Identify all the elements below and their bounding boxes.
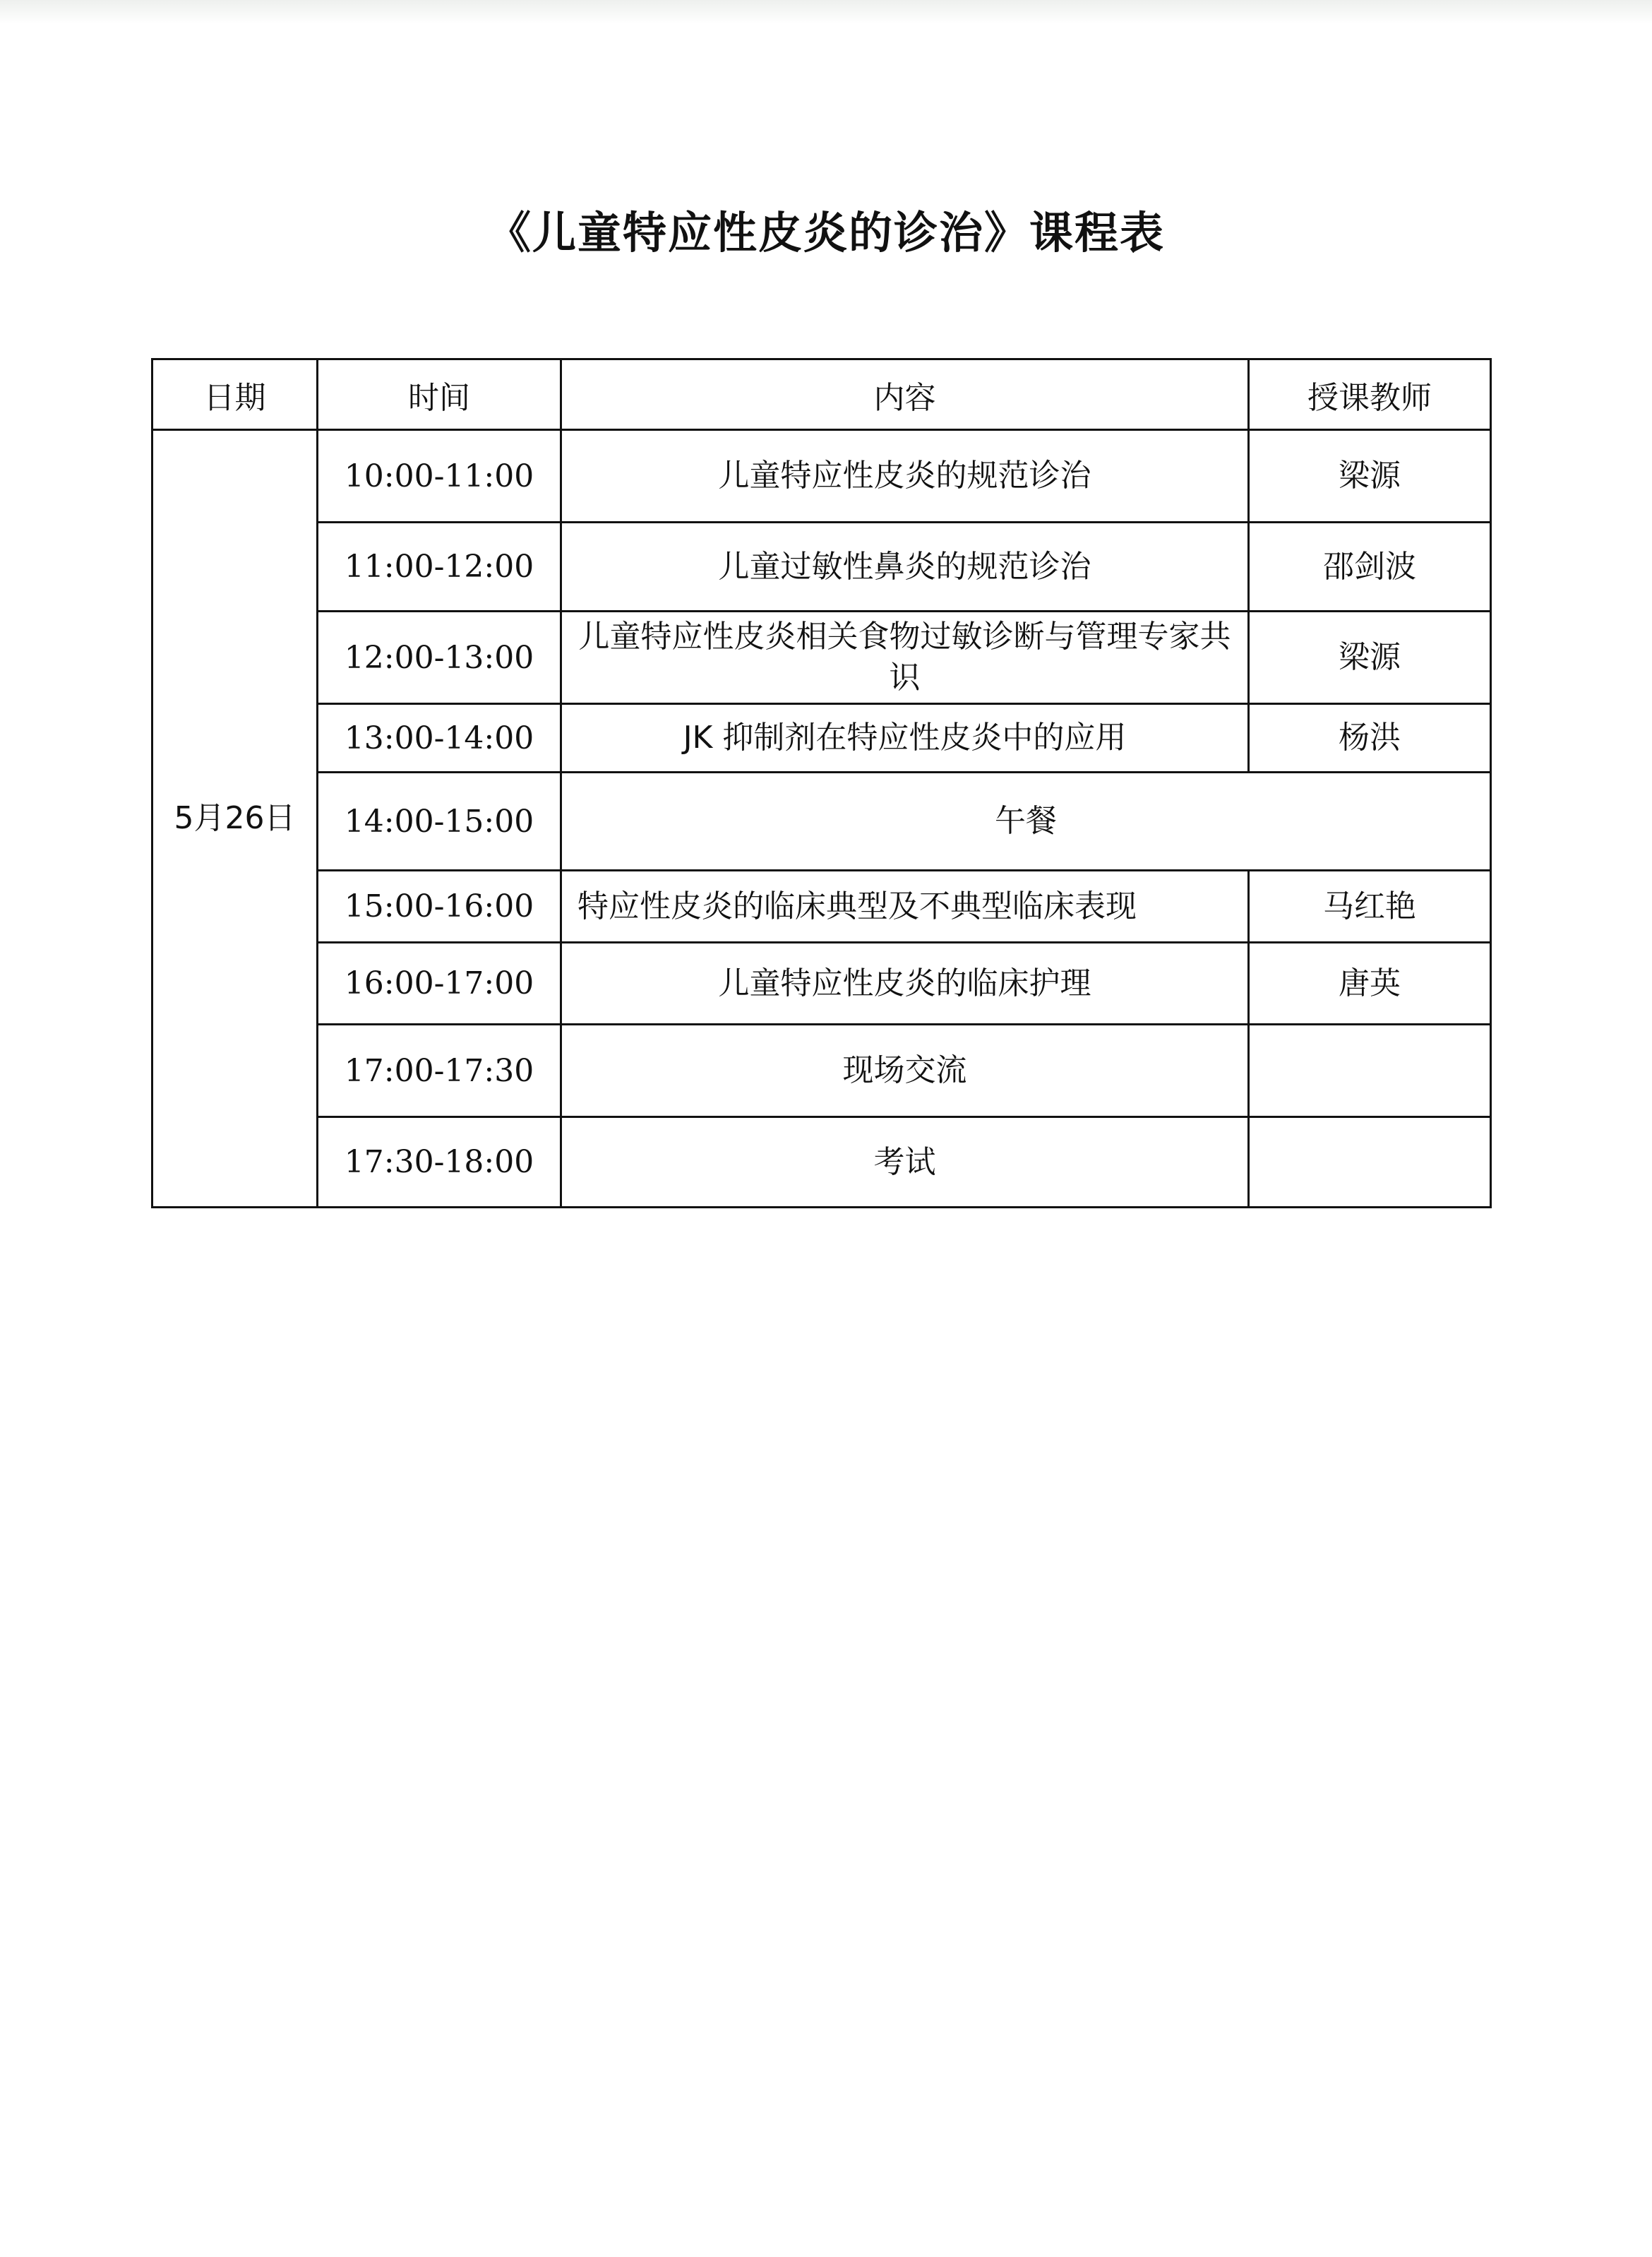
lunch-cell: 午餐 (561, 773, 1491, 871)
header-teacher: 授课教师 (1249, 359, 1491, 430)
scan-edge-artifact (0, 0, 1652, 24)
teacher-cell (1249, 1117, 1491, 1208)
content-cell: 儿童特应性皮炎相关食物过敏诊断与管理专家共识 (561, 612, 1249, 704)
content-cell: JK 抑制剂在特应性皮炎中的应用 (561, 704, 1249, 773)
time-cell: 17:00-17:30 (318, 1025, 561, 1117)
time-cell: 14:00-15:00 (318, 773, 561, 871)
teacher-cell: 邵剑波 (1249, 523, 1491, 612)
time-cell: 12:00-13:00 (318, 612, 561, 704)
teacher-cell: 梁源 (1249, 612, 1491, 704)
header-date: 日期 (152, 359, 318, 430)
content-cell: 儿童过敏性鼻炎的规范诊治 (561, 523, 1249, 612)
table-row-lunch (152, 773, 1491, 871)
teacher-cell: 梁源 (1249, 430, 1491, 523)
content-cell: 现场交流 (561, 1025, 1249, 1117)
table-row (152, 704, 1491, 773)
header-content: 内容 (561, 359, 1249, 430)
page-title: 《儿童特应性皮炎的诊治》课程表 (486, 207, 1165, 258)
time-cell: 17:30-18:00 (318, 1117, 561, 1208)
content-cell: 考试 (561, 1117, 1249, 1208)
time-cell: 11:00-12:00 (318, 523, 561, 612)
time-cell: 15:00-16:00 (318, 871, 561, 943)
content-cell: 特应性皮炎的临床典型及不典型临床表现 (561, 871, 1249, 943)
table-row (152, 612, 1491, 704)
table-row (152, 1025, 1491, 1117)
time-cell: 10:00-11:00 (318, 430, 561, 523)
table-row (152, 430, 1491, 523)
table-row (152, 943, 1491, 1025)
teacher-cell: 唐英 (1249, 943, 1491, 1025)
teacher-cell: 杨洪 (1249, 704, 1491, 773)
time-cell: 13:00-14:00 (318, 704, 561, 773)
teacher-cell: 马红艳 (1249, 871, 1491, 943)
time-cell: 16:00-17:00 (318, 943, 561, 1025)
content-cell: 儿童特应性皮炎的规范诊治 (561, 430, 1249, 523)
table-row (152, 523, 1491, 612)
course-schedule-table (151, 358, 1492, 1208)
table-row (152, 1117, 1491, 1208)
teacher-cell (1249, 1025, 1491, 1117)
content-cell: 儿童特应性皮炎的临床护理 (561, 943, 1249, 1025)
header-row (152, 359, 1491, 430)
date-cell: 5月26日 (152, 430, 318, 1208)
table-row (152, 871, 1491, 943)
header-time: 时间 (318, 359, 561, 430)
